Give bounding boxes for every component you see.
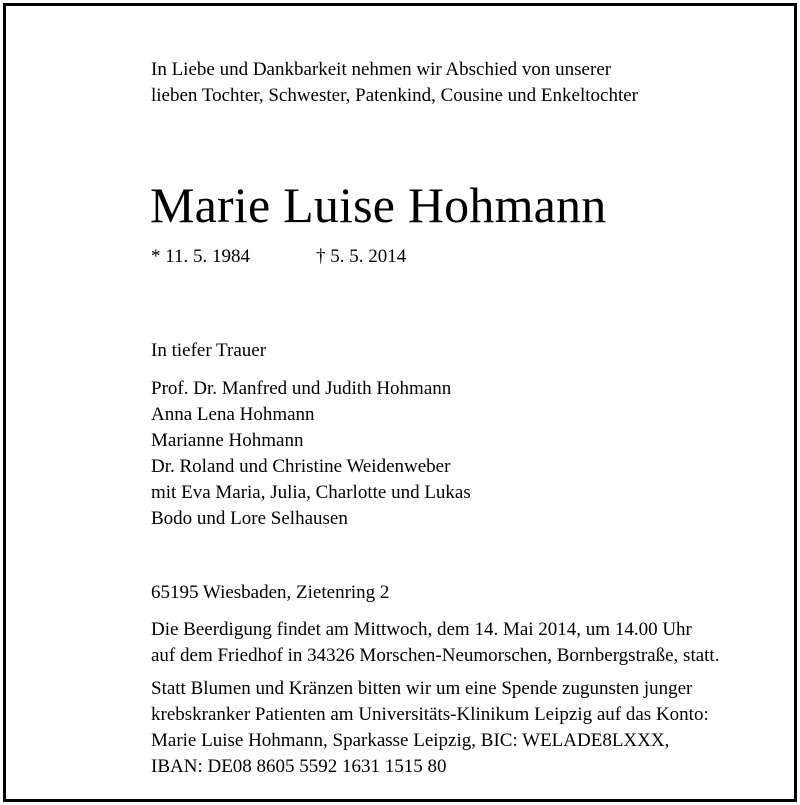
intro-line-1: In Liebe und Dankbarkeit nehmen wir Abschied von unserer — [151, 59, 612, 80]
intro-text — [151, 57, 638, 109]
mourner-name: Bodo und Lore Selhausen — [151, 508, 348, 529]
mourner-name: Prof. Dr. Manfred und Judith Hohmann — [151, 378, 452, 399]
donation-line-2: krebskranker Patienten am Universitäts-Klinikum Leipzig auf das Konto: — [151, 704, 709, 725]
mourning-heading: In tiefer Trauer — [151, 340, 267, 361]
intro-line-2: lieben Tochter, Schwester, Patenkind, Cousine und Enkeltochter — [151, 85, 638, 106]
mourner-name: Anna Lena Hohmann — [151, 404, 315, 425]
funeral-line-2: auf dem Friedhof in 34326 Morschen-Neumorschen, Bornbergstraße, statt. — [151, 645, 720, 666]
mourner-name: Marianne Hohmann — [151, 430, 304, 451]
funeral-line-1: Die Beerdigung findet am Mittwoch, dem 14. Mai 2014, um 14.00 Uhr — [151, 619, 692, 640]
donation-line-3: Marie Luise Hohmann, Sparkasse Leipzig, BIC: WELADE8LXXX, — [151, 730, 670, 751]
donation-line-4: IBAN: DE08 8605 5592 1631 1515 80 — [151, 756, 447, 777]
birth-date: * 11. 5. 1984 — [151, 246, 251, 267]
deceased-name: Marie Luise Hohmann — [150, 177, 607, 233]
donation-line-1: Statt Blumen und Kränzen bitten wir um eine Spende zugunsten junger — [151, 678, 693, 699]
mourner-list — [151, 376, 471, 532]
mourner-name: mit Eva Maria, Julia, Charlotte und Lukas — [151, 482, 471, 503]
address: 65195 Wiesbaden, Zietenring 2 — [151, 582, 390, 603]
death-date: † 5. 5. 2014 — [316, 246, 407, 267]
mourner-name: Dr. Roland und Christine Weidenweber — [151, 456, 451, 477]
donation-notice — [151, 676, 709, 780]
funeral-notice — [151, 617, 719, 669]
